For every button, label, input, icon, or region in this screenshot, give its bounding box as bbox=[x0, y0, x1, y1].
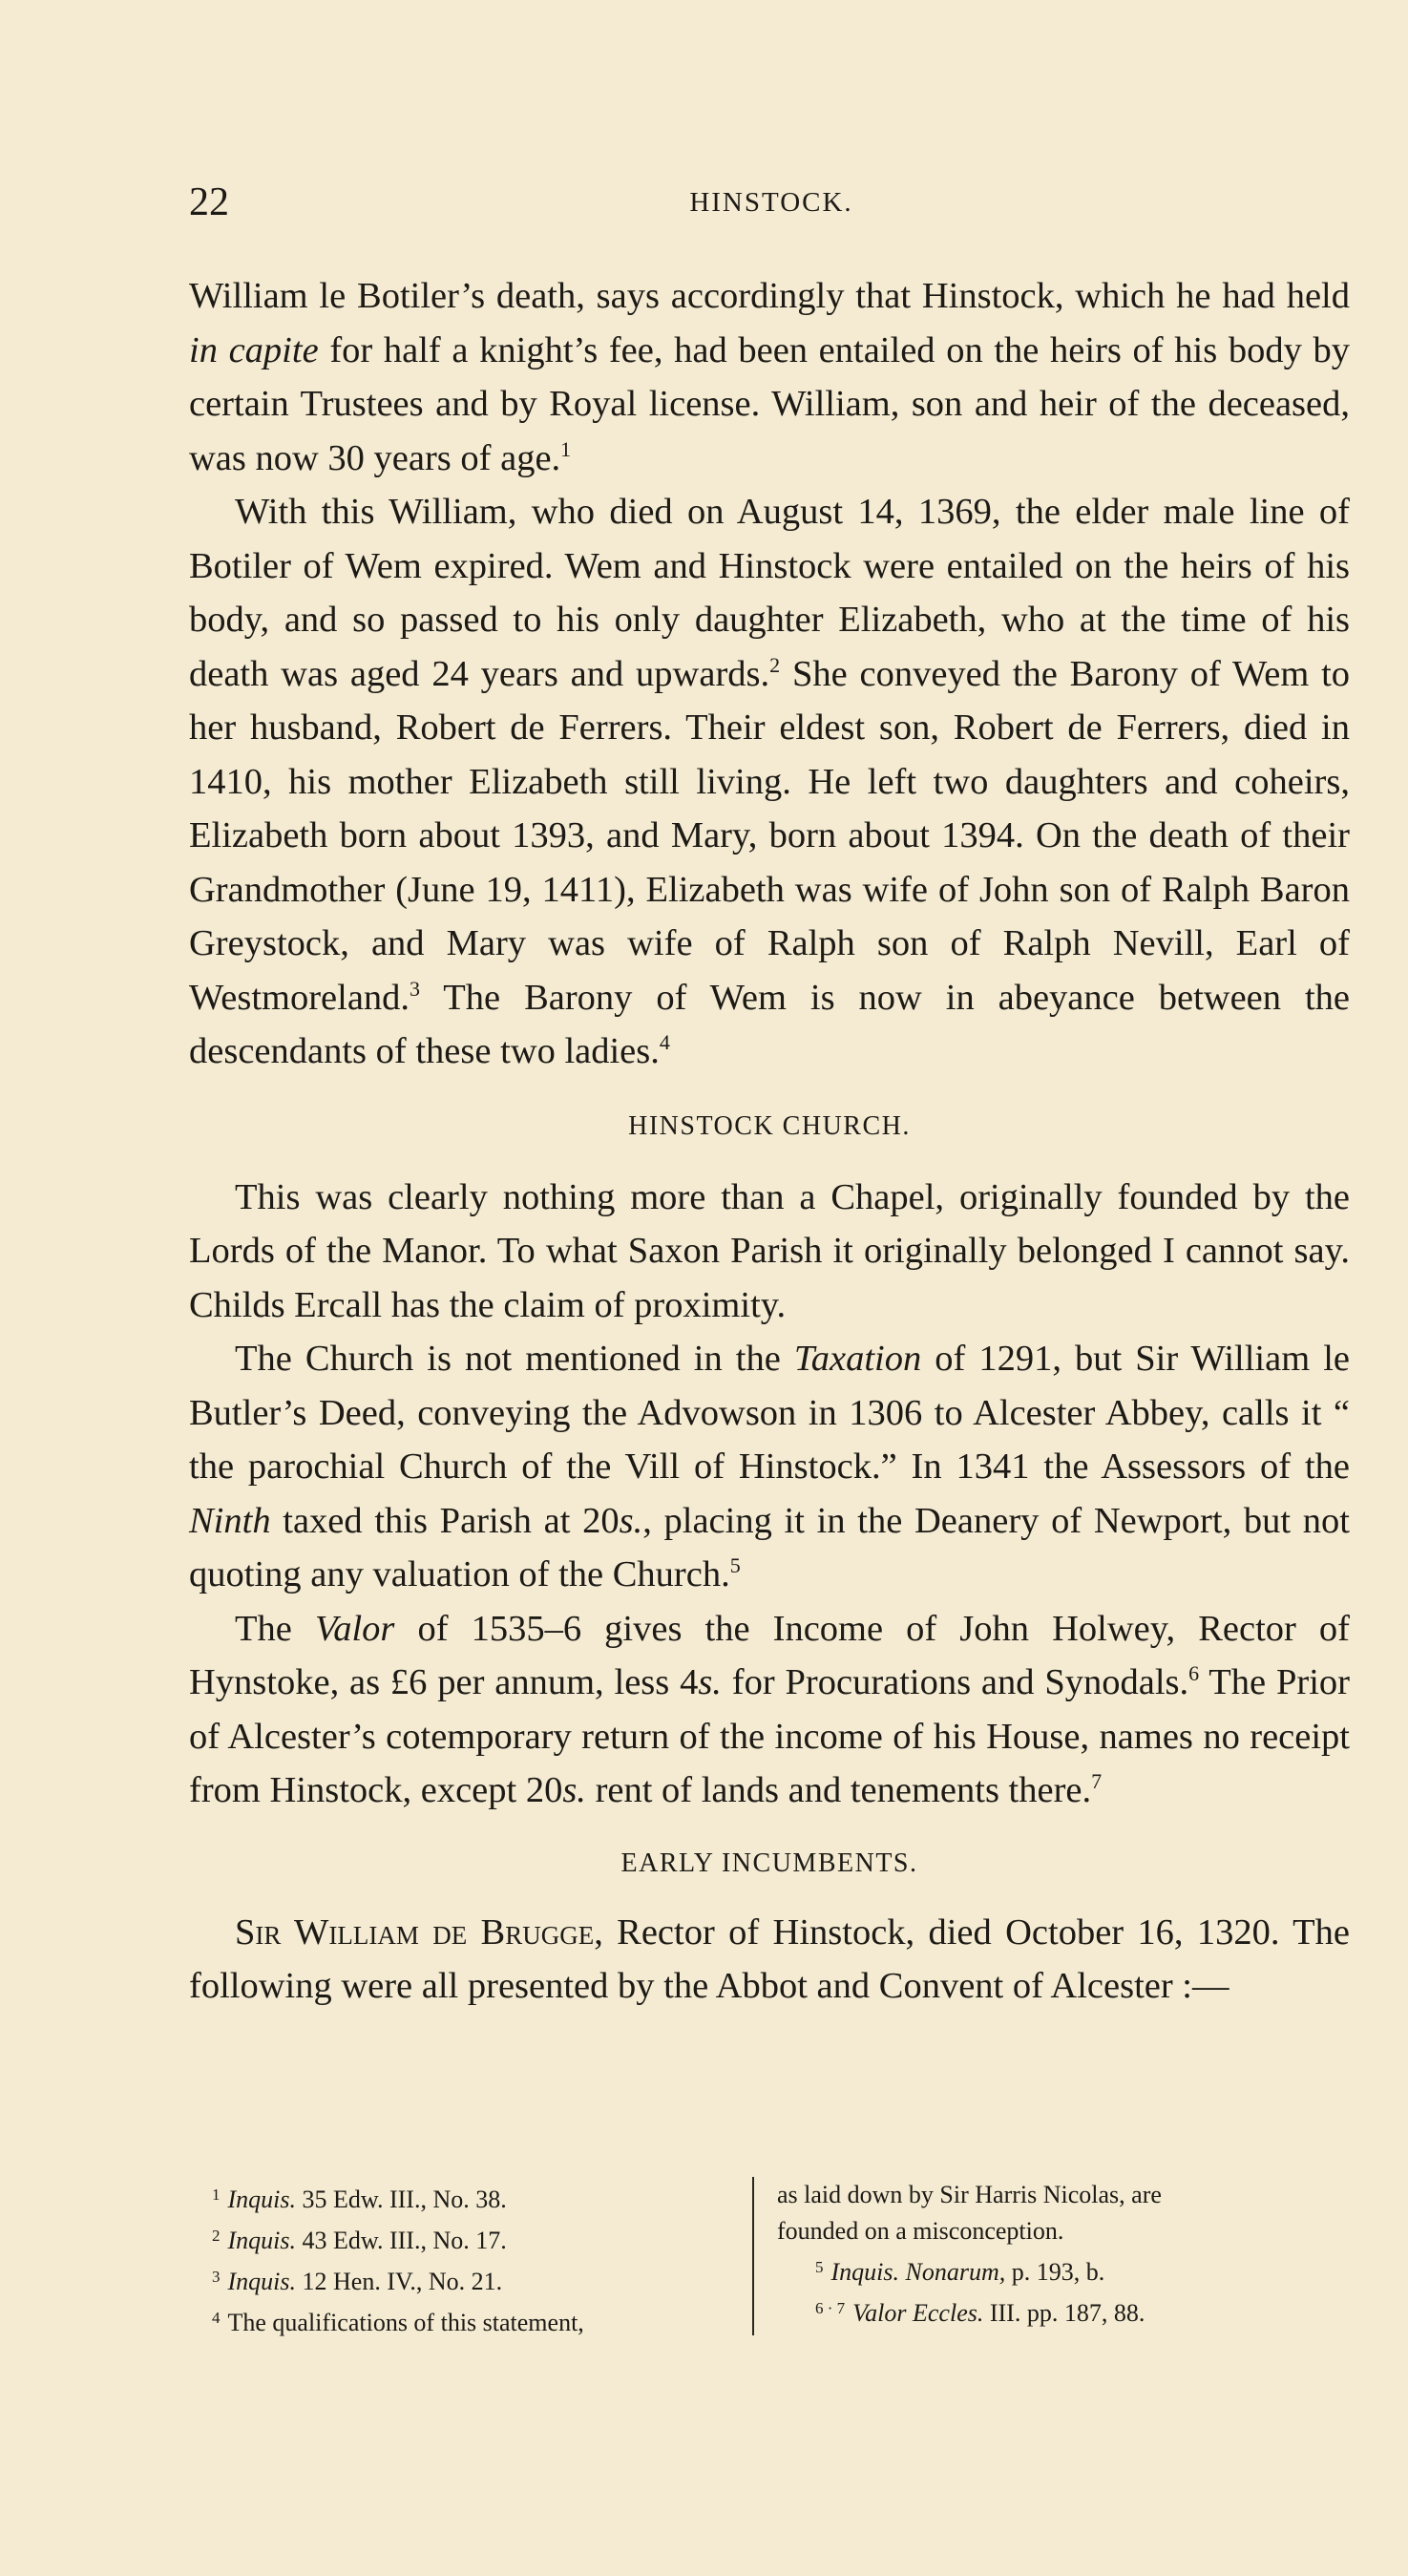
paragraph-2: With this William, who died on August 14, 1369, the elder male line of Botiler of Wem expired. Wem and Hinstock were entailed on the heirs of his body, and so passed to his only daughter Elizabeth, who at the time of his death was aged 24 years and upwards.$^2$ She conveyed the Barony of Wem to her husband, Robert de Ferrers. Their eldest son, Robert de Ferrers, died in 1410, his mother Elizabeth still living. He left two daughters and coheirs, Elizabeth born about 1393, and Mary, born about 1394. On the death of their Grandmother (June 19, 1411), Elizabeth was wife of John son of Ralph Baron Greystock, and Mary was wife of Ralph son of Ralph Nevill, Earl of Westmoreland.$^3$ The Barony of Wem is now in abeyance between the descendants of these two ladies.$^4$ bbox=[189, 492, 1351, 1071]
footnote-3: $^3$ Inquis. 12 Hen. IV., No. 21. bbox=[212, 2268, 503, 2295]
footnote-4: $^4$ The qualifications of this statement, bbox=[212, 2309, 584, 2336]
footnote-ref-7: 7 bbox=[1091, 1769, 1103, 1793]
paragraph-5: The Valor of 1535–6 gives the Income of John Holwey, Rector of Hynstoke, as £6 per annum, less 4s. for Procurations and Synodals.$^6$ The Prior of Alcester’s cotemporary return of the income of his House, names no receipt from Hinstock, except 20s. rent of lands and tenements there.$^7$ bbox=[189, 1608, 1350, 1810]
page-number: 22 bbox=[189, 180, 229, 224]
footnote-ref-5: 5 bbox=[729, 1553, 741, 1577]
footnote-ref-4: 4 bbox=[659, 1030, 670, 1054]
body-text bbox=[189, 269, 1350, 2014]
paragraph-1: William le Botiler’s death, says accordingly that Hinstock, which he had held in capite for half a knight’s fee, had been entailed on the heirs of his body by certain Trustees and by Royal license. William, son and heir of the deceased, was now 30 years of age.$^1$ bbox=[189, 276, 1350, 478]
section-heading-early-incumbents: EARLY INCUMBENTS. bbox=[620, 1848, 918, 1878]
footnote-ref-3: 3 bbox=[410, 976, 421, 1001]
incumbent-name: Sir William de Brugge bbox=[235, 1911, 595, 1953]
footnote-1: $^1$ Inquis. 35 Edw. III., No. 38. bbox=[212, 2185, 507, 2213]
footnote-4-continuation-2: founded on a misconception. bbox=[777, 2217, 1064, 2245]
paragraph-3: This was clearly nothing more than a Chapel, originally founded by the Lords of the Manor. To what Saxon Parish it originally belonged I cannot say. Childs Ercall has the claim of proximity. bbox=[189, 1176, 1350, 1325]
page-header bbox=[189, 179, 1354, 237]
section-heading-hinstock-church: HINSTOCK CHURCH. bbox=[628, 1110, 911, 1141]
paragraph-4: The Church is not mentioned in the Taxation of 1291, but Sir William le Butler’s Deed, conveying the Advowson in 1306 to Alcester Abbey, calls it “ the parochial Church of the Vill of Hinstock.” In 1341 the Assessors of the Ninth taxed this Parish at 20s., placing it in the Deanery of Newport, but not quoting any valuation of the Church.$^5$ bbox=[189, 1339, 1350, 1594]
footnote-ref-1: 1 bbox=[560, 436, 572, 461]
footnotes-left-column bbox=[212, 2177, 735, 2341]
footnote-5: $^5$ Inquis. Nonarum, p. 193, b. bbox=[815, 2258, 1105, 2286]
footnote-ref-2: 2 bbox=[769, 652, 781, 677]
footnote-6-7: $^{6 \cdot 7}$ Valor Eccles. III. pp. 187, 88. bbox=[815, 2299, 1145, 2327]
paragraph-6: Sir William de Brugge, Rector of Hinstock, died October 16, 1320. The following were all presented by the Abbot and Convent of Alcester :— bbox=[189, 1911, 1351, 2006]
running-title: HINSTOCK. bbox=[689, 187, 853, 218]
footnote-column-divider bbox=[752, 2177, 754, 2335]
footnote-2: $^2$ Inquis. 43 Edw. III., No. 17. bbox=[212, 2227, 507, 2254]
footnote-4-continuation: as laid down by Sir Harris Nicolas, are bbox=[777, 2181, 1162, 2208]
footnote-ref-6: 6 bbox=[1188, 1661, 1200, 1685]
footnotes-right-column bbox=[777, 2177, 1312, 2332]
